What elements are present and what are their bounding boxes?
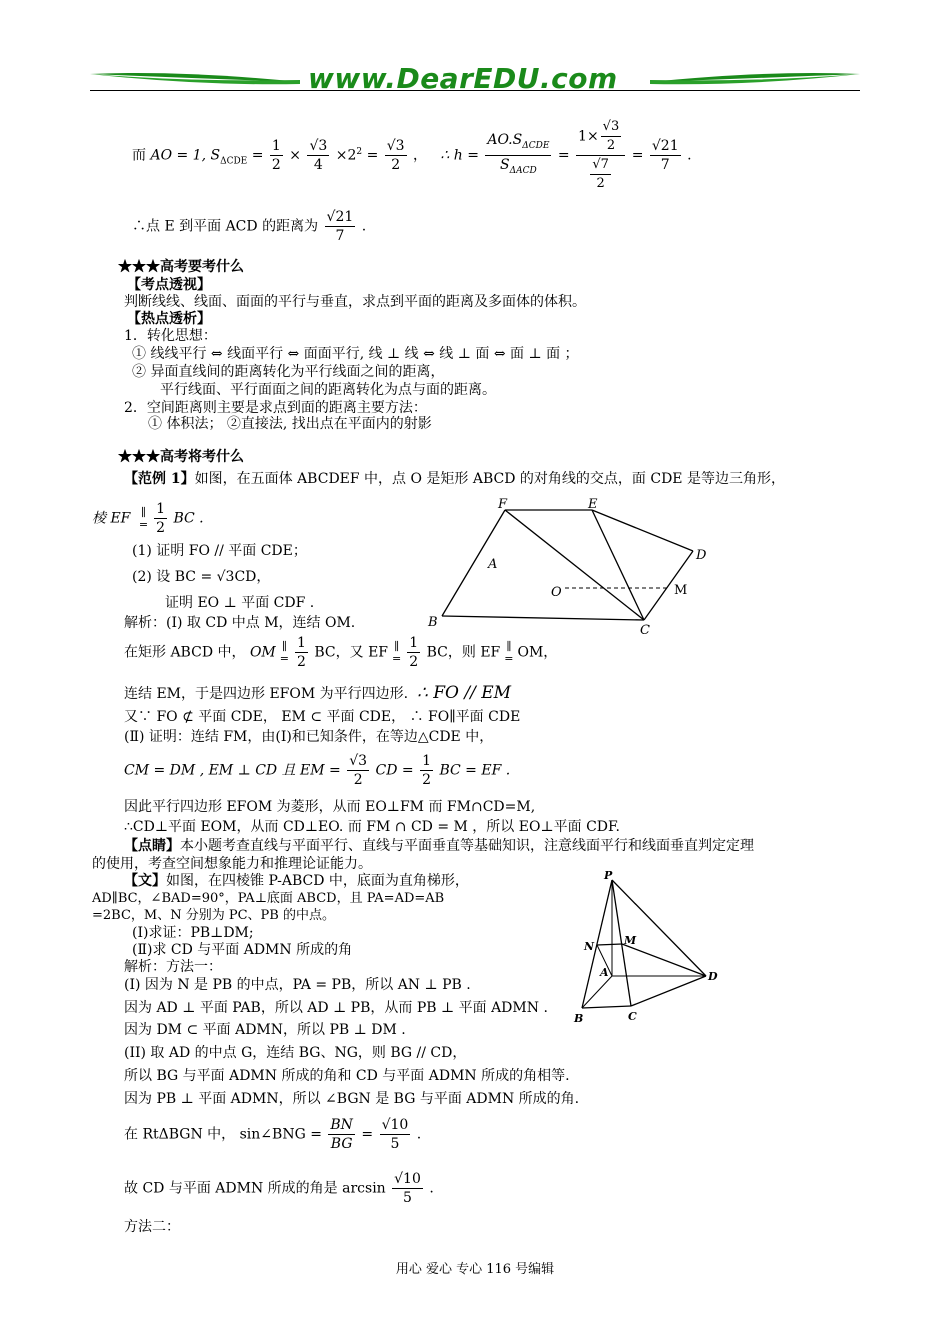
edge-ed: [592, 510, 693, 551]
label-p: P: [604, 870, 613, 882]
wen-line3: =2BC，M、N 分别为 PC、PB 的中点。: [92, 908, 335, 923]
edge-bc: [442, 616, 644, 620]
ws5: 所以 BG 与平面 ADMN 所成的角和 CD 与平面 ADMN 所成的角相等.: [124, 1068, 570, 1084]
edge-ab: [582, 976, 612, 1008]
sol8: ∴CD⊥平面 EOM，从而 CD⊥EO. 而 FM ∩ CD = M ，所以 EO⊥平面 CDF.: [124, 819, 620, 835]
top-formula: 而 AO = 1, $S_{\Delta CDE}$ = $\frac{1}{2}$ × $\frac{√3}{4}$ $\times 2^2$ = $\frac{√3}{2}$ ， ∴ h = $\frac{AO.S_{\Delta CDE}}{S_{\Delta ACD}}$ = 1× $\frac{√3}{2}$ $\frac{√7}{2}$ = $\frac{√21}{7}$ .: [132, 119, 692, 191]
wen-line2: AD∥BC，∠BAD=90°，PA⊥底面 ABCD，且 PA=AD=AB: [92, 891, 445, 906]
rd-label: 【热点透析】: [127, 311, 211, 327]
label-d: D: [696, 548, 707, 563]
wq1: (Ⅰ)求证：PB⊥DM;: [132, 925, 254, 941]
label-d2: D: [708, 970, 718, 983]
ws8: 故 CD 与平面 ADMN 所成的角是 arcsin $\frac{√10}{5}$ .: [124, 1171, 434, 1206]
label-m: M: [674, 583, 688, 598]
edge-md: [622, 944, 706, 976]
item1a: ① 线线平行 ⇔ 线面平行 ⇔ 面面平行, 线 ⊥ 线 ⇔ 线 ⊥ 面 ⇔ 面 ⊥ 面 ；: [132, 346, 579, 362]
label-m2: M: [624, 934, 637, 947]
q2b: 证明 EO ⊥ 平面 CDF .: [165, 595, 315, 611]
dj-line1: 【点睛】本小题考查直线与平面平行、直线与平面垂直等基础知识，注意线面平行和线面垂直判定定理: [124, 838, 754, 854]
sol7: 因此平行四边形 EFOM 为菱形，从而 EO⊥FM 而 FM∩CD=M,: [124, 799, 536, 815]
edge-bc: [582, 1006, 631, 1008]
label-c: C: [640, 623, 650, 636]
item2: 2．空间距离则主要是求点到面的距离主要方法：: [124, 400, 427, 416]
figure-pentahedron: [420, 496, 720, 636]
label-b2: B: [574, 1012, 584, 1025]
site-logo[interactable]: www.DearEDU.com: [308, 62, 618, 95]
page-footer: 用心 爱心 专心 116 号编辑: [395, 1262, 555, 1277]
ws9: 方法二：: [124, 1219, 180, 1235]
sol3: 连结 EM，于是四边形 EFOM 为平行四边形. ∴ FO // EM: [124, 683, 512, 703]
q1: (1) 证明 FO // 平面 CDE；: [132, 543, 307, 559]
edge-fc: [505, 510, 644, 620]
item1: 1．转化思想：: [124, 328, 217, 344]
kd-text: 判断线线、线面、面面的平行与垂直，求点到平面的距离及多面体的体积。: [124, 294, 586, 310]
sol5: (Ⅱ) 证明：连结 FM，由(Ⅰ)和已知条件，在等边△CDE 中，: [124, 729, 494, 745]
section2-title: ★★★高考将考什么: [118, 449, 244, 465]
header-rule: [90, 90, 860, 91]
edge-nm: [597, 944, 622, 945]
label-n: N: [584, 940, 595, 953]
item2a: ① 体积法； ②直接法, 找出点在平面内的射影: [148, 416, 432, 432]
conclusion-line: ∴点 E 到平面 ACD 的距离为 $\frac{√21}{7}$ .: [132, 209, 367, 244]
sol1: 解析：(Ⅰ) 取 CD 中点 M，连结 OM.: [124, 615, 356, 631]
label-e: E: [588, 497, 598, 512]
ws3: 因为 DM ⊂ 平面 ADMN，所以 PB ⊥ DM .: [124, 1022, 406, 1038]
edge-cd: [631, 976, 706, 1006]
ws0: 解析：方法一：: [124, 959, 222, 975]
ws1: (I) 因为 N 是 PB 的中点，PA = PB，所以 AN ⊥ PB .: [124, 977, 471, 993]
ex1-line2: 棱 EF ∥ = $\frac{1}{2}$ BC .: [92, 501, 204, 536]
item1b: ② 异面直线间的距离转化为平行线面之间的距离，: [132, 364, 445, 380]
wq2: (Ⅱ)求 CD 与平面 ADMN 所成的角: [132, 942, 353, 958]
ws7: 在 RtΔBGN 中， sin∠BNG = $\frac{BN}{BG}$ = $\frac{√10}{5}$ .: [124, 1117, 422, 1152]
item1c: 平行线面、平行面面之间的距离转化为点与面的距离。: [160, 382, 496, 398]
wen-line1: 【文】如图，在四棱锥 P-ABCD 中，底面为直角梯形，: [124, 873, 469, 889]
edge-ec: [592, 510, 644, 620]
sol2: 在矩形 ABCD 中， OM ∥ = $\frac{1}{2}$ BC，又 EF ∥ = $\frac{1}{2}$ BC，则 EF ∥ = OM，: [124, 635, 558, 670]
label-f: F: [498, 497, 508, 512]
ex1-line1: 【范例 1】如图，在五面体 ABCDEF 中，点 O 是矩形 ABCD 的对角线的交点，面 CDE 是等边三角形，: [124, 471, 785, 487]
section1-title: ★★★高考要考什么: [118, 259, 244, 275]
sol4: 又∵ FO ⊄ 平面 CDE， EM ⊂ 平面 CDE， ∴ FO∥平面 CDE: [124, 709, 521, 725]
sol6: CM = DM , EM ⊥ CD 且 EM = $\frac{√3}{2}$ CD = $\frac{1}{2}$ BC = EF .: [124, 753, 511, 788]
label-a: A: [488, 557, 498, 572]
edge-pd: [612, 880, 706, 976]
label-a2: A: [600, 966, 609, 979]
label-b: B: [428, 615, 438, 630]
q2: (2) 设 BC = √3CD，: [132, 569, 271, 585]
ws4: (II) 取 AD 的中点 G，连结 BG、NG，则 BG // CD，: [124, 1045, 467, 1061]
ws6: 因为 PB ⊥ 平面 ADMN，所以 ∠BGN 是 BG 与平面 ADMN 所成的角.: [124, 1091, 580, 1107]
ws2: 因为 AD ⊥ 平面 PAB，所以 AD ⊥ PB，从而 PB ⊥ 平面 ADMN .: [124, 1000, 548, 1016]
figure-pyramid: [568, 870, 728, 1026]
dj-line2: 的使用，考查空间想象能力和推理论证能力。: [92, 856, 372, 872]
label-o: O: [551, 585, 562, 600]
label-c2: C: [628, 1010, 637, 1023]
kd-label: 【考点透视】: [127, 277, 211, 293]
